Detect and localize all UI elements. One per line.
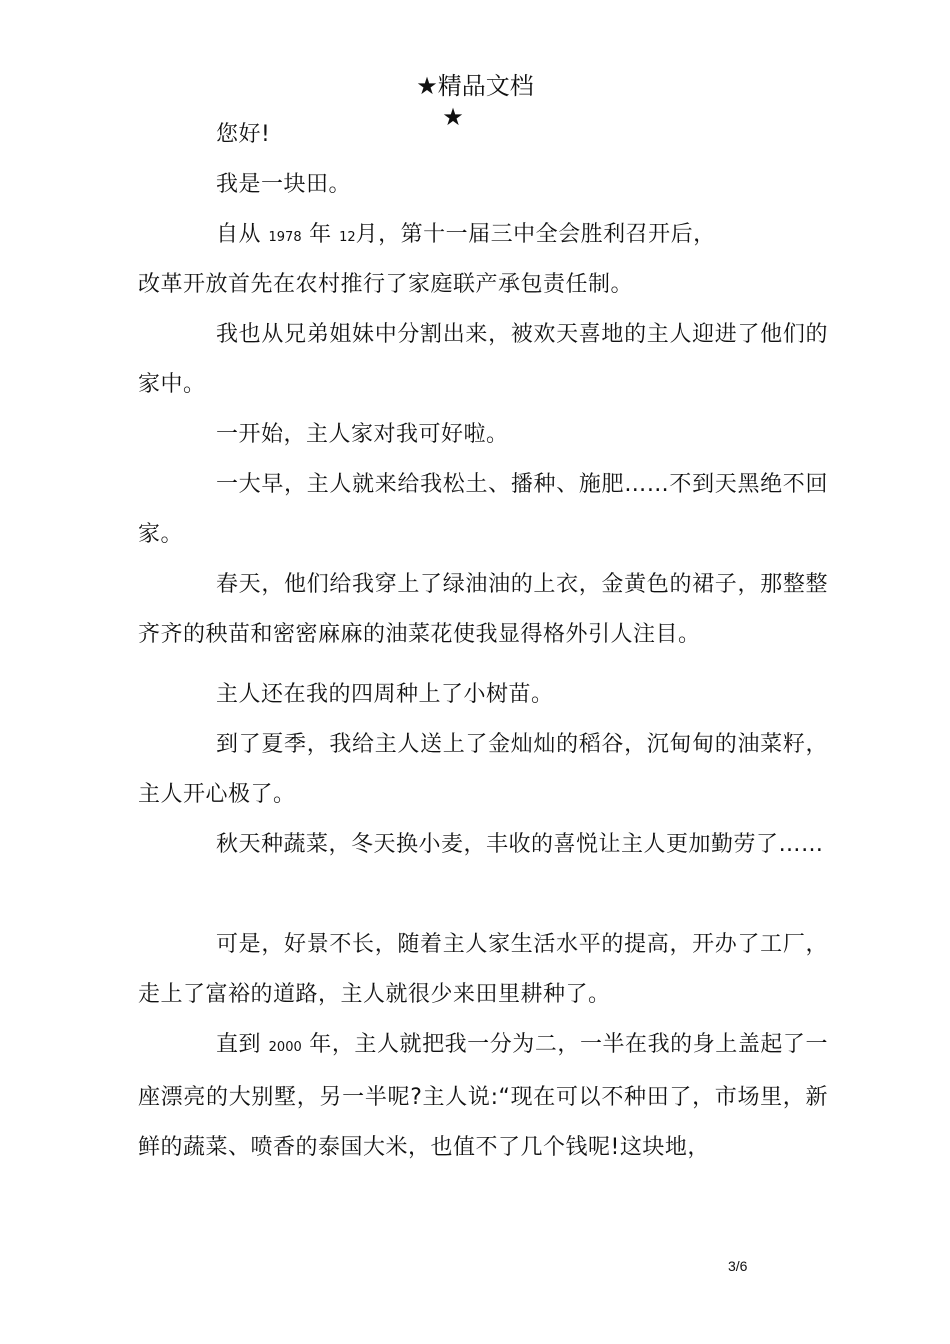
paragraph-summer: 到了夏季，我给主人送上了金灿灿的稻谷，沉甸甸的油菜籽，主人开心极了。 (138, 732, 828, 807)
paragraph-factory: 可是，好景不长，随着主人家生活水平的提高，开办了工厂，走上了富裕的道路，主人就很少来田里耕种了。 (138, 932, 828, 1007)
text-segment: 年 (301, 222, 340, 247)
paragraph-autumn: 秋天种蔬菜，冬天换小麦，丰收的喜悦让主人更加勤劳了…… (216, 832, 824, 857)
text-segment: 月，第十一届三中全会胜利召开后， (355, 222, 716, 247)
paragraph-trees: 主人还在我的四周种上了小树苗。 (216, 682, 554, 707)
page-number: 3/6 (728, 1258, 748, 1274)
text-segment: 年，主人就把我一分为二，一半在我的身上盖起了一座漂亮的大别墅，另一半呢?主人说:“现在可以不种田了，市场里，新鲜的蔬菜、喷香的泰国大米，也值不了几个钱呢!这块地， (138, 1032, 828, 1160)
paragraph-1978 (138, 210, 828, 263)
paragraph-split: 我也从兄弟姐妹中分割出来，被欢天喜地的主人迎进了他们的家中。 (138, 322, 828, 397)
paragraph-reform: 改革开放首先在农村推行了家庭联产承包责任制。 (138, 272, 634, 297)
paragraph-intro: 我是一块田。 (216, 172, 352, 197)
text-segment: 直到 (216, 1032, 269, 1057)
star-icon: ★ (442, 103, 464, 131)
paragraph-2000 (138, 1020, 828, 1173)
year-number: 1978 (268, 230, 302, 245)
paragraph-greeting: 您好! (216, 122, 271, 147)
paragraph-beginning: 一开始，主人家对我可好啦。 (216, 422, 509, 447)
month-number: 12 (339, 230, 356, 245)
paragraph-morning: 一大早，主人就来给我松土、播种、施肥……不到天黑绝不回家。 (138, 472, 828, 547)
header-title: ★精品文档 (416, 72, 534, 100)
paragraph-spring: 春天，他们给我穿上了绿油油的上衣，金黄色的裙子，那整整齐齐的秧苗和密密麻麻的油菜花使我显得格外引人注目。 (138, 572, 828, 647)
year-number: 2000 (268, 1040, 302, 1055)
text-segment: 自从 (216, 222, 269, 247)
